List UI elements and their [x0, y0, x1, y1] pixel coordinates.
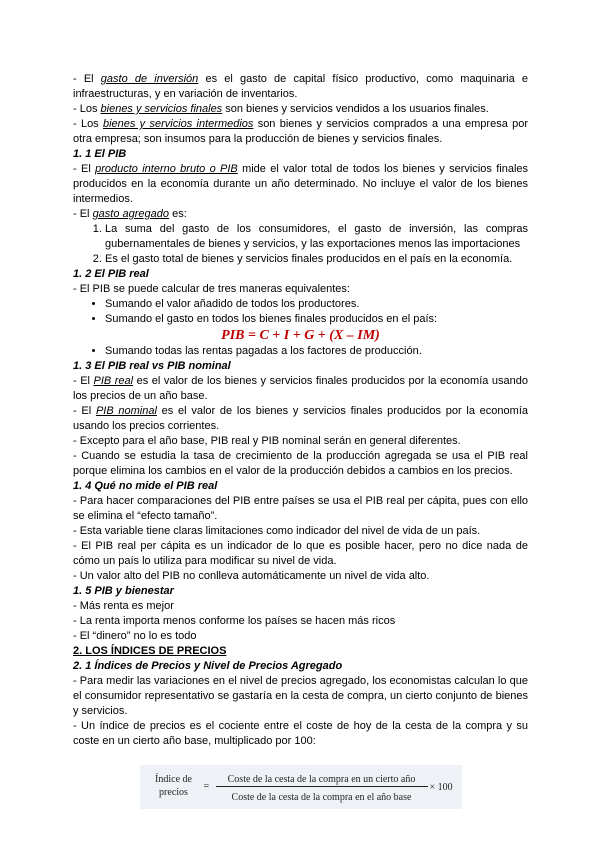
- paragraph-tasa-crecimiento: - Cuando se estudia la tasa de crecimiento de la producción agregada se usa el PIB real porque elimina los cambios en el valor de la producción debidos a cambios en los precios.: [73, 450, 528, 477]
- heading-2-1: 2. 1 Índices de Precios y Nivel de Precios Agregado: [73, 660, 343, 672]
- formula-numerator: Coste de la cesta de la compra en un cierto año: [227, 774, 416, 785]
- paragraph-renta-importa: - La renta importa menos conforme los países se hacen más ricos: [73, 615, 396, 627]
- text: es el gasto de capital físico productivo, como maquinaria e infraestructuras, y en variación de inventarios.: [73, 73, 528, 100]
- list-item: • Sumando todas las rentas pagadas a los factores de producción.: [105, 344, 528, 359]
- pib-formula: PIB = C + I + G + (X – IM): [221, 328, 380, 343]
- paragraph-bienes-intermedios: [73, 117, 528, 147]
- text: - El: [73, 405, 96, 417]
- paragraph-limitaciones: - Esta variable tiene claras limitaciones como indicador del nivel de vida de un país.: [73, 525, 481, 537]
- paragraph-per-capita: - Para hacer comparaciones del PIB entre países se usa el PIB real per cápita, pues con ello se elimina el “efecto tamaño”.: [73, 495, 528, 522]
- paragraph-valor-alto: - Un valor alto del PIB no conlleva automáticamente un nivel de vida alto.: [73, 570, 430, 582]
- document-page: [73, 72, 528, 809]
- list-item: • Sumando el valor añadido de todos los productores.: [105, 297, 528, 312]
- formula-multiplier: × 100: [429, 782, 453, 793]
- text: - Los: [73, 103, 101, 115]
- heading-2: 2. LOS ÍNDICES DE PRECIOS: [73, 645, 227, 657]
- term-bienes-intermedios: bienes y servicios intermedios: [102, 118, 254, 130]
- text: - El: [73, 73, 101, 85]
- text: - El: [73, 163, 96, 175]
- term-bienes-finales: bienes y servicios finales: [100, 103, 223, 115]
- bullet-list: [73, 297, 528, 327]
- heading-1-2: 1. 2 El PIB real: [73, 268, 149, 280]
- paragraph-indicador: - El PIB real per cápita es un indicador de lo que es posible hacer, pero no dice nada de cómo un país lo utiliza para modificar su nivel de vida.: [73, 540, 528, 567]
- text: es:: [169, 208, 187, 220]
- term-gasto-agregado: gasto agregado: [92, 208, 170, 220]
- list-item: 1. La suma del gasto de los consumidores, el gasto de inversión, las compras gubernamentales de bienes y servicios, y las exportaciones menos las importaciones: [105, 222, 528, 252]
- text: mide el valor total de todos los bienes y servicios finales producidos en la economía durante un año determinado. No incluye el valor de los bienes intermedios.: [73, 163, 529, 205]
- text: precios: [159, 787, 188, 798]
- price-index-formula-figure: [140, 765, 462, 809]
- paragraph-ano-base: - Excepto para el año base, PIB real y PIB nominal serán en general diferentes.: [73, 435, 461, 447]
- text: - El: [73, 375, 94, 387]
- text: es el valor de los bienes y servicios finales producidos por la economía usando los precios corrientes.: [73, 405, 528, 432]
- paragraph-gasto-inversion: [73, 72, 528, 102]
- paragraph-pib-real: [73, 374, 528, 404]
- list-item: 2. Es el gasto total de bienes y servicios finales producidos en el país en la economía.: [105, 252, 528, 267]
- text: Índice de: [155, 774, 192, 785]
- term-gasto-inversion: gasto de inversión: [100, 73, 199, 85]
- heading-1-5: 1. 5 PIB y bienestar: [73, 585, 174, 597]
- fraction-bar: [216, 786, 428, 787]
- formula-equals: =: [203, 781, 210, 792]
- paragraph-dinero: - El “dinero” no lo es todo: [73, 630, 197, 642]
- heading-1-3: 1. 3 El PIB real vs PIB nominal: [73, 360, 231, 372]
- paragraph-gasto-agregado: [73, 207, 528, 222]
- text: es el valor de los bienes y servicios finales producidos por la economía usando los precios de un año base.: [73, 375, 528, 402]
- text: son bienes y servicios comprados a una empresa por otra empresa; son insumos para la producción de bienes y servicios finales.: [73, 118, 528, 145]
- heading-1-4: 1. 4 Qué no mide el PIB real: [73, 480, 218, 492]
- formula-label: [146, 773, 202, 799]
- paragraph-indice-precios: - Un índice de precios es el cociente entre el coste de hoy de la cesta de la compra y su coste en un cierto año base, multiplicado por 100:: [73, 720, 528, 747]
- numbered-list: [73, 222, 528, 267]
- term-pib-nominal: PIB nominal: [95, 405, 157, 417]
- paragraph-medir-variaciones: - Para medir las variaciones en el nivel de precios agregado, los economistas calculan lo que el consumidor representativo se gastaría en la cesta de compra, un cierto conjunto de bienes y servicios.: [73, 675, 528, 717]
- paragraph-pib-nominal: [73, 404, 528, 434]
- text: son bienes y servicios vendidos a los usuarios finales.: [222, 103, 489, 115]
- list-item: • Sumando el gasto en todos los bienes finales producidos en el país:: [105, 312, 528, 327]
- paragraph-three-ways: - El PIB se puede calcular de tres maneras equivalentes:: [73, 283, 350, 295]
- paragraph-mas-renta: - Más renta es mejor: [73, 600, 174, 612]
- term-pib: producto interno bruto o PIB: [95, 163, 238, 175]
- text: - El: [73, 208, 93, 220]
- text: - Los: [73, 118, 103, 130]
- paragraph-bienes-finales: [73, 102, 528, 117]
- formula-denominator: Coste de la cesta de la compra en el año base: [231, 792, 412, 803]
- bullet-list-continued: [73, 344, 528, 359]
- paragraph-pib: [73, 162, 528, 207]
- heading-1-1: 1. 1 El PIB: [73, 148, 127, 160]
- term-pib-real: PIB real: [93, 375, 134, 387]
